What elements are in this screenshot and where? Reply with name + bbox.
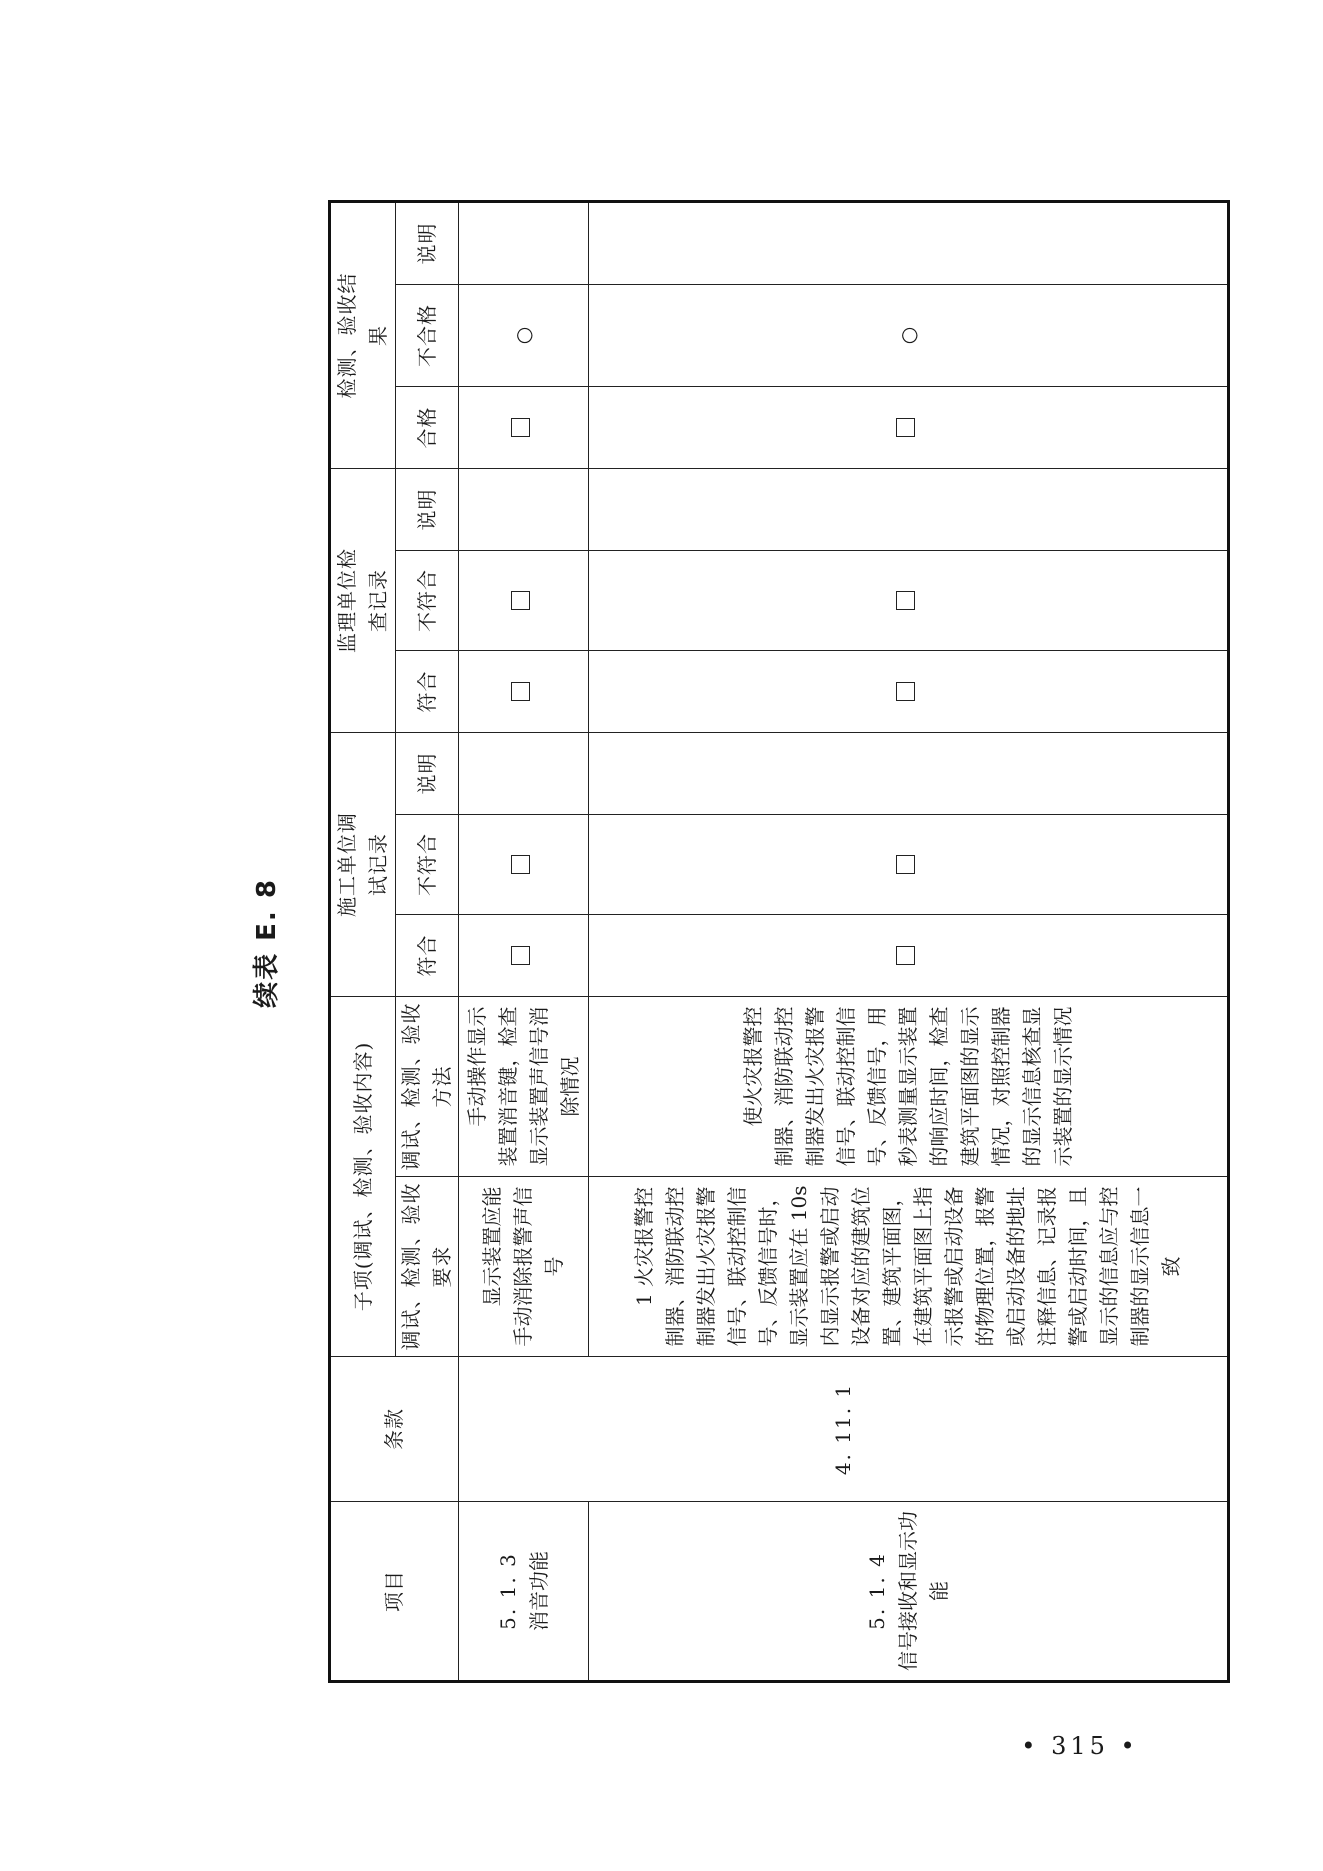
header-result-pass: 合格 (396, 386, 459, 468)
checkbox[interactable] (896, 855, 915, 874)
checkbox[interactable] (511, 855, 530, 874)
requirement-cell (589, 1177, 1229, 1357)
header-contractor-conform: 符合 (396, 914, 459, 996)
table-title: 续表 E. 8 (252, 878, 282, 1008)
checkbox[interactable] (896, 418, 915, 437)
project-name: 信号接收和显示功能 (895, 1511, 951, 1671)
contractor-note-cell[interactable] (459, 732, 589, 814)
result-pass-cell[interactable] (589, 386, 1229, 468)
checkbox[interactable] (511, 591, 530, 610)
header-result: 检测、验收结果 (330, 201, 396, 468)
contractor-note-cell[interactable] (589, 732, 1229, 814)
header-result-note: 说明 (396, 201, 459, 284)
header-contractor-nonconform: 不符合 (396, 814, 459, 914)
header-method: 调试、检测、验收方法 (396, 996, 459, 1176)
circle-mark-icon[interactable]: ○ (511, 326, 535, 345)
clause-cell: 4. 11. 1 (459, 1357, 1229, 1502)
supervisor-note-cell[interactable] (459, 468, 589, 550)
supervisor-conform-cell[interactable] (459, 650, 589, 732)
rotated-page (246, 203, 1183, 1683)
checkbox[interactable] (511, 418, 530, 437)
header-contractor-note: 说明 (396, 732, 459, 814)
supervisor-conform-cell[interactable] (589, 650, 1229, 732)
header-subitem: 子项(调试、检测、验收内容) (330, 996, 396, 1356)
project-name: 消音功能 (526, 1551, 551, 1631)
result-fail-cell[interactable] (459, 284, 589, 386)
supervisor-nonconform-cell[interactable] (459, 550, 589, 650)
header-supervisor-nonconform: 不符合 (396, 550, 459, 650)
header-project: 项目 (330, 1502, 459, 1682)
result-note-cell[interactable] (589, 201, 1229, 284)
project-cell-2 (589, 1502, 1229, 1682)
checkbox[interactable] (896, 682, 915, 701)
supervisor-nonconform-cell[interactable] (589, 550, 1229, 650)
result-pass-cell[interactable] (459, 386, 589, 468)
header-supervisor: 监理单位检查记录 (330, 468, 396, 732)
header-requirement: 调试、检测、验收要求 (396, 1177, 459, 1357)
requirement-text: 显示装置应能手动消除报警声信号 (480, 1186, 566, 1347)
method-text: 使火灾报警控制器、消防联动控制器发出火灾报警信号、联动控制信号、反馈信号，用秒表测量显示装置的响应时间，检查建筑平面图的显示情况，对照控制器的显示信息核查显示装置的显示情况 (740, 1006, 1075, 1167)
project-cell-1 (459, 1502, 589, 1682)
supervisor-note-cell[interactable] (589, 468, 1229, 550)
requirement-text: 1 火灾报警控制器、消防联动控制器发出火灾报警信号、联动控制信号、反馈信号时，显示装置应在 10s 内显示报警或启动设备对应的建筑位置、建筑平面图，在建筑平面图上指示报警或启动设备的物理位置，报警或启动设备的地址注释信息、记录报警或启动时间，且显示的信息应与控制器的显示信息一致 (632, 1185, 1183, 1348)
contractor-conform-cell[interactable] (589, 914, 1229, 996)
header-result-fail: 不合格 (396, 284, 459, 386)
contractor-conform-cell[interactable] (459, 914, 589, 996)
method-cell (589, 996, 1229, 1176)
page-number: • 315 • (1021, 1732, 1139, 1760)
header-supervisor-conform: 符合 (396, 650, 459, 732)
header-clause: 条款 (330, 1357, 459, 1502)
contractor-nonconform-cell[interactable] (459, 814, 589, 914)
result-fail-cell[interactable] (589, 284, 1229, 386)
header-supervisor-note: 说明 (396, 468, 459, 550)
method-cell (459, 996, 589, 1176)
contractor-nonconform-cell[interactable] (589, 814, 1229, 914)
header-contractor: 施工单位调试记录 (330, 732, 396, 996)
checkbox[interactable] (511, 682, 530, 701)
project-number: 5. 1. 4 (864, 1552, 889, 1630)
inspection-table (328, 200, 1230, 1683)
checkbox[interactable] (896, 946, 915, 965)
circle-mark-icon[interactable]: ○ (895, 326, 920, 345)
checkbox[interactable] (896, 591, 915, 610)
project-number: 5. 1. 3 (495, 1552, 520, 1630)
method-text: 手动操作显示装置消音键，检查显示装置声信号消除情况 (464, 1006, 582, 1167)
result-note-cell[interactable] (459, 201, 589, 284)
checkbox[interactable] (511, 946, 530, 965)
requirement-cell (459, 1177, 589, 1357)
